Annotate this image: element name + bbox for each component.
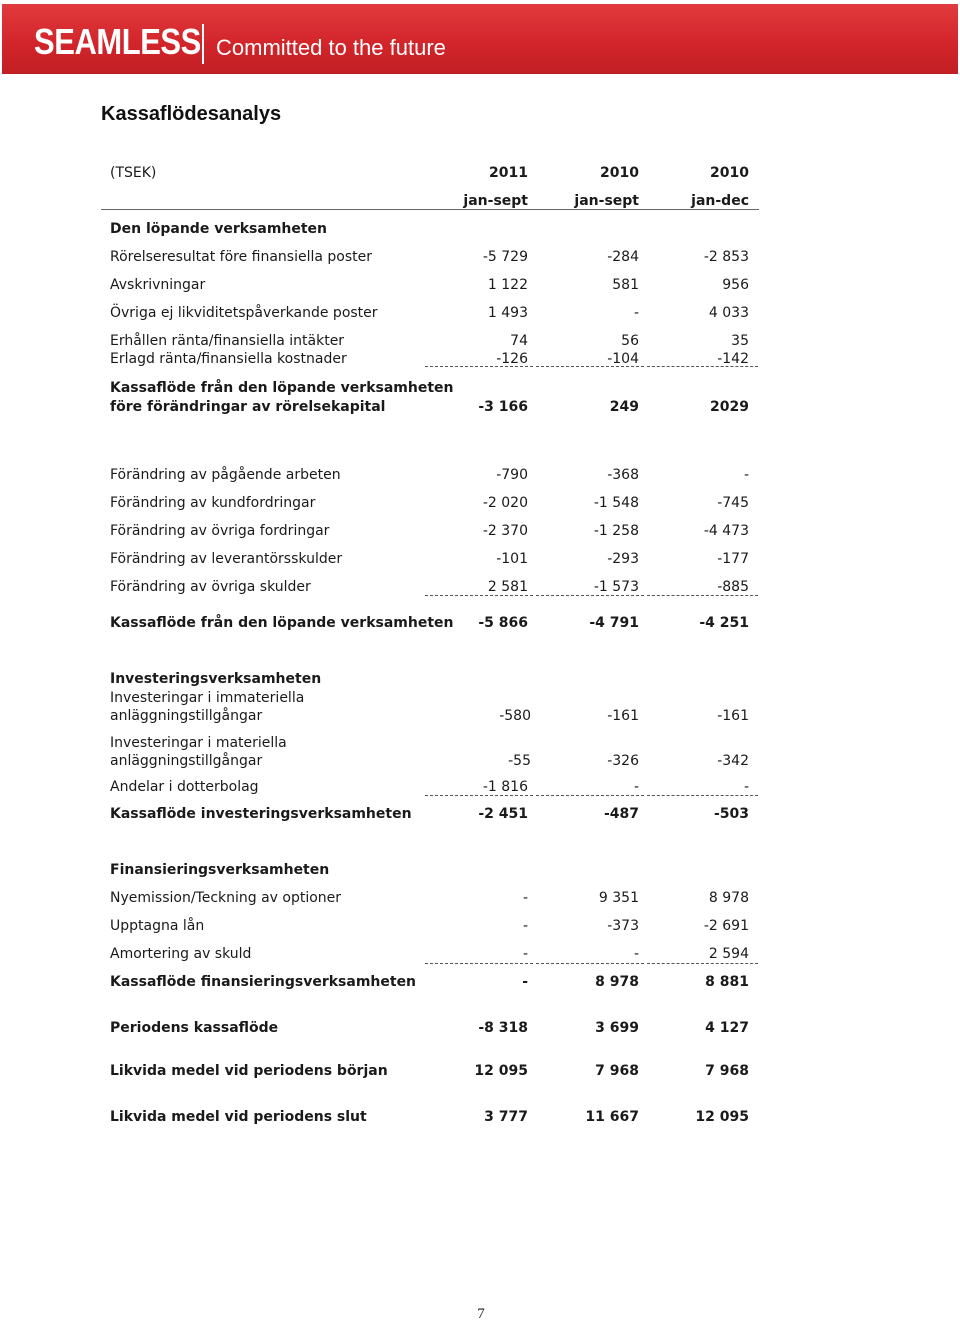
- row-value: 11 667: [585, 1109, 639, 1125]
- row-label: Förändring av leverantörsskulder: [110, 551, 343, 567]
- row-value: 1 122: [487, 277, 528, 293]
- row-value: 8 978: [595, 974, 639, 990]
- section-heading-financing: Finansieringsverksamheten: [110, 862, 330, 878]
- row-value: -2 020: [482, 495, 528, 511]
- row-value: -580: [499, 708, 531, 724]
- row-value: 2 581: [487, 579, 528, 595]
- row-label: Investeringar i immateriella: [110, 690, 305, 706]
- row-value: -161: [607, 708, 639, 724]
- section-heading-operating: Den löpande verksamheten: [110, 221, 328, 237]
- row-value: -142: [717, 351, 749, 367]
- row-value: -4 251: [699, 615, 749, 631]
- row-value: -8 318: [478, 1020, 528, 1036]
- row-value: -326: [607, 753, 639, 769]
- header-banner: [2, 4, 958, 74]
- row-value: -368: [607, 467, 639, 483]
- row-label: Andelar i dotterbolag: [110, 779, 259, 795]
- row-value: -2 451: [478, 806, 528, 822]
- row-label: Kassaflöde från den löpande verksamheten: [110, 380, 454, 396]
- row-label: Periodens kassaflöde: [110, 1020, 279, 1036]
- dashed-rule: [647, 366, 758, 367]
- row-value: -1 548: [593, 495, 639, 511]
- dashed-rule: [536, 366, 644, 367]
- row-label: Övriga ej likviditetspåverkande poster: [110, 305, 378, 321]
- row-label: Upptagna lån: [110, 918, 205, 934]
- row-label: Förändring av pågående arbeten: [110, 467, 341, 483]
- row-value: 7 968: [705, 1063, 749, 1079]
- row-value: -: [633, 779, 639, 795]
- row-value: -342: [717, 753, 749, 769]
- row-value: -101: [496, 551, 528, 567]
- row-label: anläggningstillgångar: [110, 753, 263, 769]
- row-value: -5 729: [482, 249, 528, 265]
- row-label: före förändringar av rörelsekapital: [110, 399, 386, 415]
- row-value: 7 968: [595, 1063, 639, 1079]
- page-title: Kassaflödesanalys: [101, 103, 282, 125]
- row-value: 4 033: [708, 305, 749, 321]
- row-label: Förändring av kundfordringar: [110, 495, 316, 511]
- row-label: Amortering av skuld: [110, 946, 252, 962]
- row-value: -: [522, 890, 528, 906]
- row-label: Avskrivningar: [110, 277, 206, 293]
- row-value: 581: [612, 277, 639, 293]
- row-value: -2 691: [703, 918, 749, 934]
- row-value: -: [743, 467, 749, 483]
- dashed-rule: [425, 595, 533, 596]
- row-label: Kassaflöde från den löpande verksamheten: [110, 615, 454, 631]
- row-value: -: [522, 946, 528, 962]
- row-label: Kassaflöde finansieringsverksamheten: [110, 974, 417, 990]
- row-label: Nyemission/Teckning av optioner: [110, 890, 342, 906]
- row-value: -104: [607, 351, 639, 367]
- col-period-2: jan-sept: [574, 193, 639, 209]
- row-value: -487: [603, 806, 639, 822]
- row-value: 3 699: [595, 1020, 639, 1036]
- row-value: -5 866: [478, 615, 528, 631]
- dashed-rule: [536, 595, 644, 596]
- row-value: 35: [731, 333, 749, 349]
- row-value: 956: [722, 277, 749, 293]
- header-divider: [202, 24, 204, 64]
- row-value: -: [522, 918, 528, 934]
- row-value: -4 791: [589, 615, 639, 631]
- header-rule: [101, 209, 759, 210]
- row-value: -: [633, 305, 639, 321]
- section-heading-investing: Investeringsverksamheten: [110, 671, 322, 687]
- brand-logo: SEAMLESS: [34, 21, 201, 62]
- dashed-rule: [425, 963, 533, 964]
- row-value: -2 853: [703, 249, 749, 265]
- row-value: 12 095: [695, 1109, 749, 1125]
- row-label: Förändring av övriga fordringar: [110, 523, 330, 539]
- row-value: -: [743, 779, 749, 795]
- row-value: 8 881: [705, 974, 749, 990]
- row-value: 56: [621, 333, 639, 349]
- row-label: Erhållen ränta/finansiella intäkter: [110, 333, 345, 349]
- row-value: 8 978: [708, 890, 749, 906]
- row-value: -503: [713, 806, 749, 822]
- row-value: 4 127: [705, 1020, 749, 1036]
- row-value: 74: [510, 333, 528, 349]
- header-tagline: Committed to the future: [216, 35, 446, 60]
- row-value: 12 095: [474, 1063, 528, 1079]
- row-label: Rörelseresultat före finansiella poster: [110, 249, 373, 265]
- row-label: anläggningstillgångar: [110, 708, 263, 724]
- row-value: -: [633, 946, 639, 962]
- dashed-rule: [647, 963, 758, 964]
- dashed-rule: [536, 963, 644, 964]
- page-number: 7: [477, 1306, 485, 1322]
- row-value: -745: [717, 495, 749, 511]
- row-value: 2 594: [708, 946, 749, 962]
- row-value: 9 351: [598, 890, 639, 906]
- row-value: -4 473: [703, 523, 749, 539]
- dashed-rule: [647, 795, 758, 796]
- dashed-rule: [647, 595, 758, 596]
- row-value: -284: [607, 249, 639, 265]
- col-year-2: 2010: [600, 165, 639, 181]
- row-label: Erlagd ränta/finansiella kostnader: [110, 351, 347, 367]
- row-value: 1 493: [487, 305, 528, 321]
- row-value: -177: [717, 551, 749, 567]
- row-value: -790: [496, 467, 528, 483]
- dashed-rule: [425, 795, 533, 796]
- row-value: -1 816: [482, 779, 528, 795]
- row-value: -1 258: [593, 523, 639, 539]
- row-value: 249: [609, 399, 639, 415]
- row-value: 3 777: [484, 1109, 528, 1125]
- col-year-3: 2010: [710, 165, 749, 181]
- row-value: -: [522, 974, 528, 990]
- row-label: Kassaflöde investeringsverksamheten: [110, 806, 412, 822]
- row-value: -55: [508, 753, 531, 769]
- col-period-3: jan-dec: [691, 193, 749, 209]
- row-label: Förändring av övriga skulder: [110, 579, 311, 595]
- row-label: Investeringar i materiella: [110, 735, 287, 751]
- unit-label: (TSEK): [110, 165, 157, 181]
- dashed-rule: [425, 366, 533, 367]
- row-value: -885: [717, 579, 749, 595]
- row-value: -126: [496, 351, 528, 367]
- row-value: -373: [607, 918, 639, 934]
- col-year-1: 2011: [489, 165, 528, 181]
- row-value: -293: [607, 551, 639, 567]
- row-label: Likvida medel vid periodens slut: [110, 1109, 367, 1125]
- row-value: 2029: [710, 399, 749, 415]
- row-value: -1 573: [593, 579, 639, 595]
- row-value: -2 370: [482, 523, 528, 539]
- row-label: Likvida medel vid periodens början: [110, 1063, 388, 1079]
- col-period-1: jan-sept: [463, 193, 528, 209]
- row-value: -3 166: [478, 399, 528, 415]
- dashed-rule: [536, 795, 644, 796]
- row-value: -161: [717, 708, 749, 724]
